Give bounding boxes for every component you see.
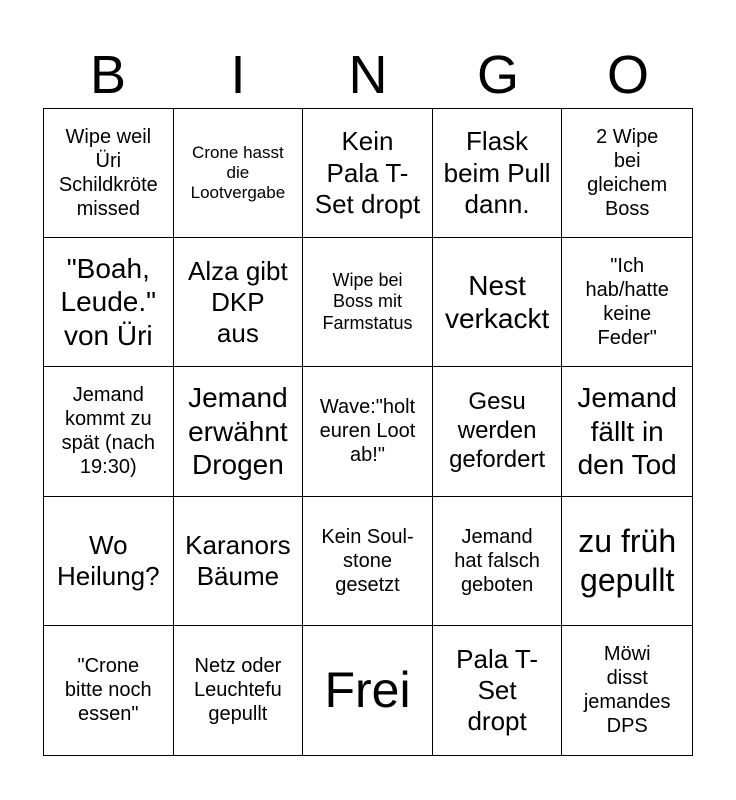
cell-text: Wo Heilung? bbox=[56, 529, 160, 591]
cell-text: Pala T- Set dropt bbox=[456, 643, 539, 736]
cell-text: Kein Soul- stone gesetzt bbox=[321, 525, 414, 596]
bingo-cell[interactable] bbox=[303, 497, 433, 626]
header-letter-b: B bbox=[89, 45, 127, 105]
cell-text: Kein Pala T- Set dropt bbox=[314, 126, 421, 219]
bingo-cell[interactable] bbox=[174, 626, 304, 755]
bingo-cell-free[interactable] bbox=[303, 626, 433, 755]
cell-text: Karanors Bäume bbox=[185, 529, 291, 591]
cell-text: Jemand hat falsch geboten bbox=[454, 525, 540, 596]
header-letter-g: G bbox=[476, 45, 519, 105]
cell-text: 2 Wipe bei gleichem Boss bbox=[587, 126, 668, 221]
bingo-cell[interactable] bbox=[562, 626, 692, 755]
cell-text: Crone hasst die Lootvergabe bbox=[190, 142, 286, 203]
cell-text: Wipe weil Üri Schildkröte missed bbox=[58, 126, 158, 221]
cell-text: Jemand erwähnt Drogen bbox=[188, 382, 288, 481]
bingo-header bbox=[43, 42, 693, 108]
cell-text: Jemand kommt zu spät (nach 19:30) bbox=[61, 384, 155, 479]
cell-text: Flask beim Pull dann. bbox=[443, 126, 551, 219]
bingo-cell[interactable] bbox=[44, 626, 174, 755]
cell-text: Nest verkackt bbox=[444, 269, 550, 335]
bingo-cell[interactable] bbox=[562, 238, 692, 367]
bingo-cell[interactable] bbox=[44, 109, 174, 238]
cell-text: "Boah, Leude." von Üri bbox=[60, 252, 157, 352]
bingo-cell[interactable] bbox=[174, 238, 304, 367]
bingo-cell[interactable] bbox=[433, 497, 563, 626]
cell-text: Möwi disst jemandes DPS bbox=[583, 643, 671, 738]
bingo-cell[interactable] bbox=[303, 238, 433, 367]
header-letter-n: N bbox=[348, 45, 388, 105]
cell-text: Gesu werden gefordert bbox=[449, 388, 546, 473]
bingo-board bbox=[43, 108, 693, 756]
bingo-cell[interactable] bbox=[303, 367, 433, 496]
bingo-cell[interactable] bbox=[433, 238, 563, 367]
cell-text: Netz oder Leuchtefu gepullt bbox=[193, 655, 282, 726]
cell-text: Frei bbox=[324, 662, 411, 719]
bingo-cell[interactable] bbox=[562, 367, 692, 496]
bingo-cell[interactable] bbox=[433, 626, 563, 755]
bingo-cell[interactable] bbox=[433, 367, 563, 496]
bingo-cell[interactable] bbox=[44, 238, 174, 367]
cell-text: zu früh gepullt bbox=[578, 523, 677, 598]
bingo-cell[interactable] bbox=[44, 367, 174, 496]
cell-text: Jemand fällt in den Tod bbox=[577, 382, 677, 481]
bingo-cell[interactable] bbox=[174, 497, 304, 626]
bingo-cell[interactable] bbox=[174, 109, 304, 238]
bingo-cell[interactable] bbox=[303, 109, 433, 238]
cell-text: Wave:"holt euren Loot ab!" bbox=[319, 396, 416, 467]
cell-text: Wipe bei Boss mit Farmstatus bbox=[322, 269, 413, 334]
header-letter-i: I bbox=[230, 45, 246, 105]
cell-text: "Crone bitte noch essen" bbox=[64, 655, 152, 726]
cell-text: Alza gibt DKP aus bbox=[188, 255, 288, 348]
bingo-cell[interactable] bbox=[433, 109, 563, 238]
bingo-cell[interactable] bbox=[44, 497, 174, 626]
bingo-cell[interactable] bbox=[562, 109, 692, 238]
bingo-cell[interactable] bbox=[174, 367, 304, 496]
cell-text: "Ich hab/hatte keine Feder" bbox=[585, 255, 669, 350]
header-letter-o: O bbox=[606, 45, 649, 105]
bingo-cell[interactable] bbox=[562, 497, 692, 626]
